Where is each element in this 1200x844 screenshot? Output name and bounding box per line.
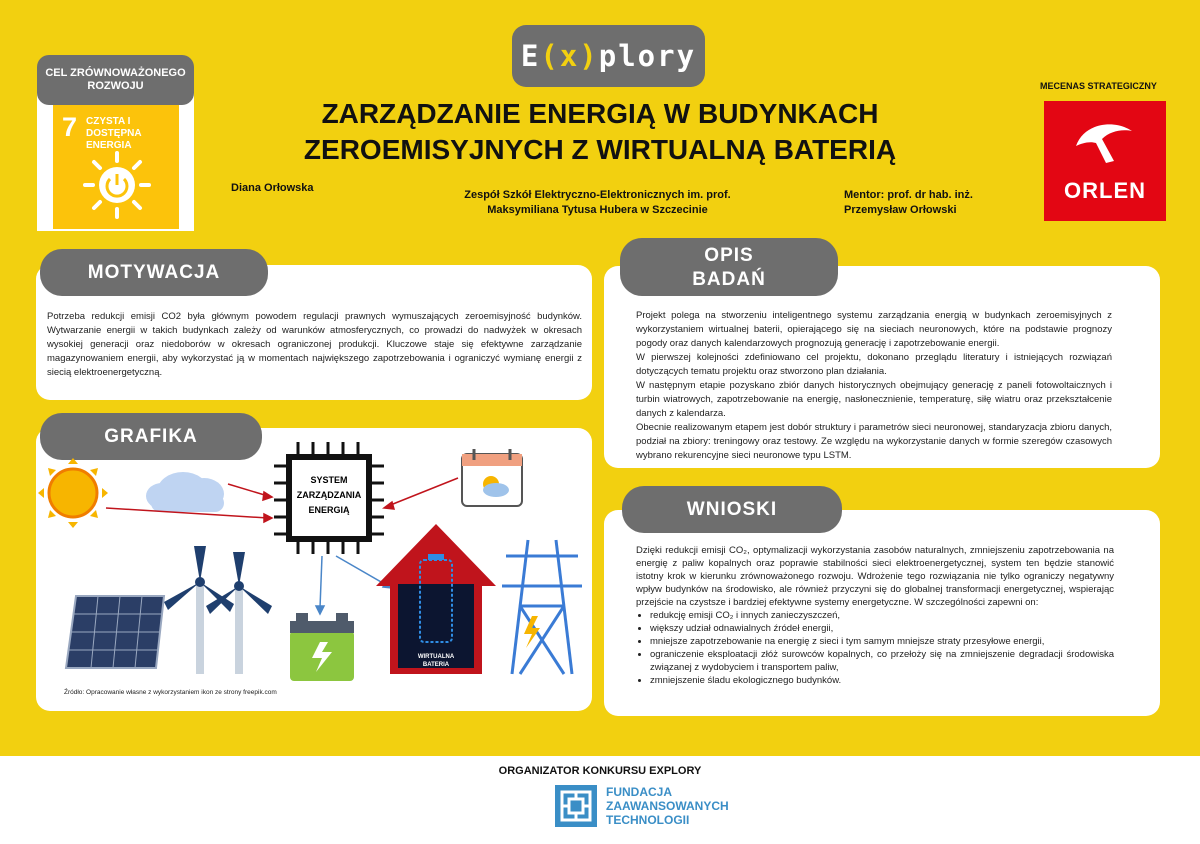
battery-icon — [290, 613, 354, 681]
graphic-source: Źródło: Opracowanie własne z wykorzystaniem ikon ze strony freepik.com — [64, 689, 277, 696]
fundacja-logo-icon — [555, 785, 597, 827]
explory-logo: E (x) plory — [512, 25, 705, 87]
list-item: • zmniejszenie śladu ekologicznego budynków. — [650, 674, 1114, 687]
school-name: Zespół Szkół Elektryczno-Elektronicznych im. prof. Maksymiliana Tytusa Hubera w Szczecinie — [464, 189, 731, 216]
motywacja-text: Potrzeba redukcji emisji CO2 była głównym powodem regulacji prawnych wymuszających zeroemisyjność budynków. Wytwarzanie energii w takich budynkach zależy od warunków atmosferycznych, co prowadzi do nadwyżek w okresach wysokiej generacji oraz niedoborów w okresach ograniczonej produkcji. Kluczowe staje się efektywne zarządzanie magazynowaniem energii, aby wykorzystać ją w momentach największego zapotrzebowania i ograniczyć wymianę energii z siecią elektroenergetyczną. — [47, 311, 582, 378]
chip-label-1: SYSTEM — [310, 475, 348, 485]
battery-label-2: BATERIA — [422, 662, 450, 668]
virtual-battery-house-icon — [376, 524, 496, 674]
opis-heading: OPIS BADAŃ — [620, 238, 838, 296]
wnioski-text: Dzięki redukcji emisji CO₂, optymalizacji wykorzystania zasobów naturalnych, zmniejszeniu zapotrzebowania na energię z paliw kopalnych oraz poprawie stabilności sieci elektroenergetycznej, system ten będzie stanowić istotny krok w kierunku zrównoważonego rozwoju. Wdrożenie tego rozwiązania nie tylko ograniczy negatywny wpływ budynków na środowisko, ale również przyczyni się do globalnej transformacji energetycznej, wspierając przejście na czystsze i bardziej efektywne systemy energetyczne. W szczególności zapewni on: • redukcję emisji CO₂ i innych zanieczyszczeń, • większy udział odnawialnych źródeł energii, • mniejsze zapotrzebowanie na energię z sieci i tym samym mniejsze straty przesyłowe energii, • ograniczenie eksploatacji złóż surowców kopalnych, co przełoży się na zmniejszenie degradacji środowiska związanej z wydobyciem i transportem paliw, • zmniejszenie śladu ekologicznego budynków. — [636, 544, 1114, 687]
sun-icon — [38, 458, 108, 528]
cloud-icon — [146, 472, 224, 512]
chip-label-3: ENERGIĄ — [308, 505, 350, 515]
solar-panel-icon — [66, 596, 164, 668]
sponsor-label: MECENAS STRATEGICZNY — [1040, 81, 1157, 91]
motywacja-heading: MOTYWACJA — [40, 249, 268, 296]
power-pylon-icon — [502, 540, 582, 674]
list-item: • mniejsze zapotrzebowanie na energię z sieci i tym samym mniejsze straty przesyłowe energii, — [650, 635, 1114, 648]
eagle-icon — [1044, 101, 1166, 181]
author-name: Diana Orłowska — [231, 182, 314, 194]
poster-title: ZARZĄDZANIE ENERGIĄ W BUDYNKACH ZEROEMISYJNYCH Z WIRTUALNĄ BATERIĄ — [303, 98, 897, 165]
calendar-weather-icon — [462, 449, 522, 506]
mentor-name: Mentor: prof. dr hab. inż. Przemysław Orłowski — [844, 189, 973, 216]
sdg-number: 7 — [62, 112, 78, 142]
list-item: • ograniczenie eksploatacji złóż surowców kopalnych, co przełoży się na zmniejszenie degradacji środowiska związanej z wydobyciem i transportem paliw, — [650, 648, 1114, 674]
sdg-label: CEL ZRÓWNOWAŻONEGO ROZWOJU — [37, 55, 194, 105]
orlen-wordmark: ORLEN — [1064, 178, 1146, 203]
wnioski-list — [636, 609, 1114, 687]
chip-label-2: ZARZĄDZANIA — [296, 490, 362, 500]
organizer-label: ORGANIZATOR KONKURSU EXPLORY — [498, 765, 702, 777]
list-item: • redukcję emisji CO₂ i innych zanieczyszczeń, — [650, 609, 1114, 622]
wind-turbine-icon — [164, 546, 272, 674]
sun-power-icon — [82, 150, 152, 220]
opis-text: Projekt polega na stworzeniu inteligentnego systemu zarządzania energią w budynkach zeroemisyjnych z wykorzystaniem wirtualnej baterii, opierającego się na sieciach neuronowych, które na podstawie prognozy pogody oraz danych kalendarzowych prognozują generację i zapotrzebowanie energii. W pierwszej kolejności zdefiniowano cel projektu, dokonano przeglądu literatury i istniejących rozwiązań dotyczących tematu projektu oraz stworzono plan działania. W następnym etapie pozyskano zbiór danych historycznych obejmujący generację z paneli fotowoltaicznych i turbin wiatrowych, zapotrzebowanie na energię, nasłonecznienie, temperaturę, siłę wiatru oraz przekształcenie danych z kalendarza. Obecnie realizowanym etapem jest dobór struktury i parametrów sieci neuronowej, standaryzacja zbioru danych, podział na zbiory: treningowy oraz testowy. Ze względu na wykorzystanie danych w formie szeregów czasowych wybrano rekurencyjne sieci neuronowe typu LSTM. — [636, 310, 1112, 461]
energy-diagram — [36, 436, 592, 706]
wnioski-heading: WNIOSKI — [622, 486, 842, 533]
grafika-heading: GRAFIKA — [40, 413, 262, 460]
fundacja-name: FUNDACJA ZAAWANSOWANYCH TECHNOLOGII — [606, 785, 729, 827]
list-item: • większy udział odnawialnych źródeł energii, — [650, 622, 1114, 635]
battery-label-1: WIRTUALNA — [417, 654, 455, 660]
sdg-title: CZYSTA I DOSTĘPNA ENERGIA — [86, 116, 142, 151]
